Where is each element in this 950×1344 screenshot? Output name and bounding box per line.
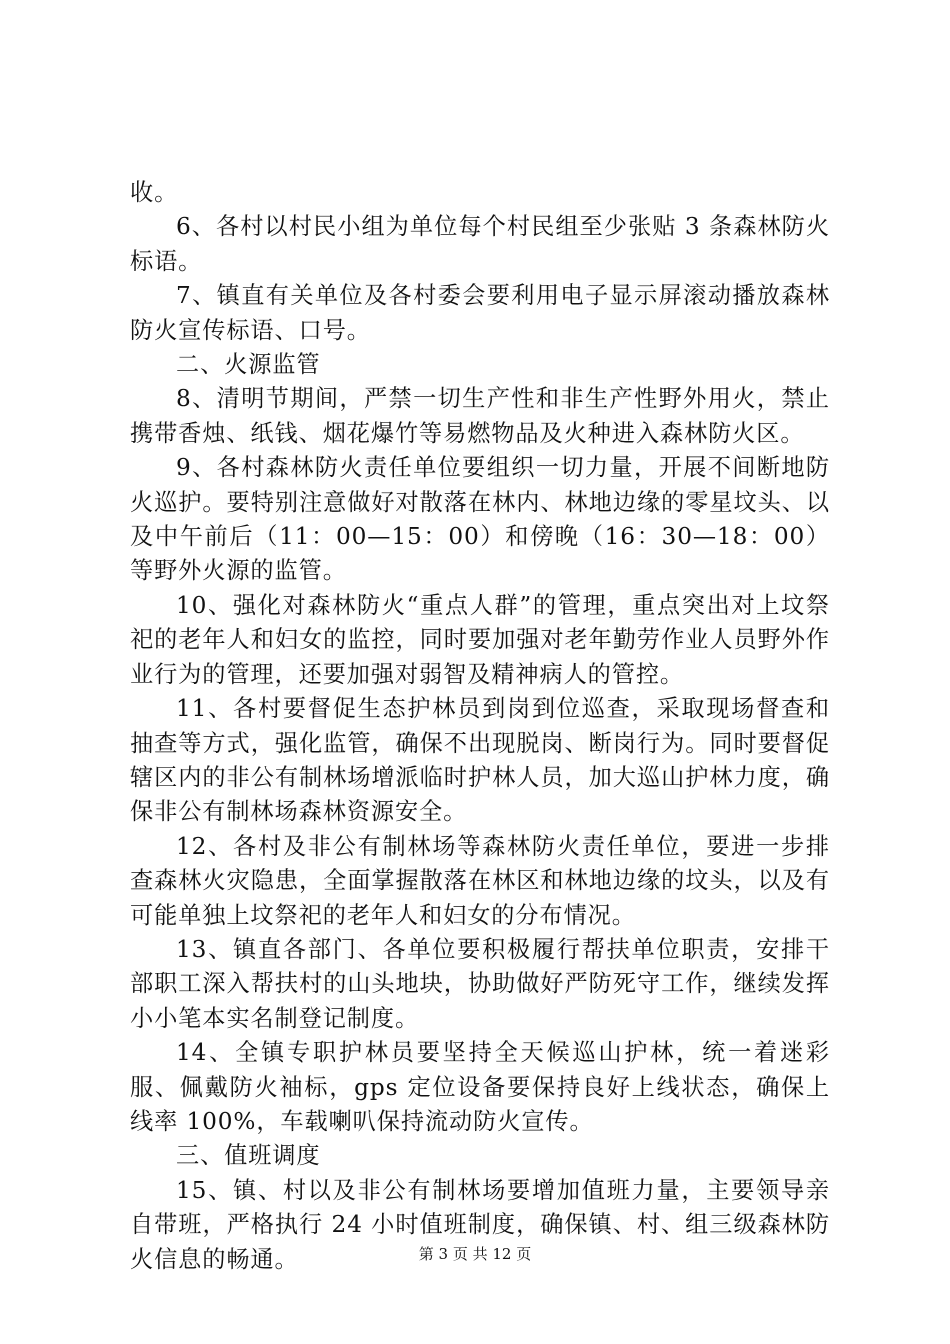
paragraph-9: 12、各村及非公有制林场等森林防火责任单位，要进一步排查森林火灾隐患，全面掌握散落在林区和林地边缘的坟头，以及有可能单独上坟祭祀的老年人和妇女的分布情况。 (130, 832, 830, 929)
paragraph-8: 11、各村要督促生态护林员到岗到位巡查，采取现场督查和抽查等方式，强化监管，确保不出现脱岗、断岗行为。同时要督促辖区内的非公有制林场增派临时护林人员，加大巡山护林力度，确保非公有制林场森林资源安全。 (130, 695, 830, 826)
paragraph-11: 14、全镇专职护林员要坚持全天候巡山护林，统一着迷彩服、佩戴防火袖标，gps 定位设备要保持良好上线状态，确保上线率 100%，车载喇叭保持流动防火宣传。 (130, 1039, 830, 1135)
paragraph-2: 6、各村以村民小组为单位每个村民组至少张贴 3 条森林防火标语。 (130, 213, 830, 275)
section-heading-duty: 三、值班调度 (176, 1142, 321, 1170)
paragraph-10: 13、镇直各部门、各单位要积极履行帮扶单位职责，安排干部职工深入帮扶村的山头地块，协助做好严防死守工作，继续发挥小小笔本实名制登记制度。 (130, 935, 830, 1032)
paragraph-6: 9、各村森林防火责任单位要组织一切力量，开展不间断地防火巡护。要特别注意做好对散落在林内、林地边缘的零星坟头、以及中午前后（11：00—15：00）和傍晚（16：30—18：00）等野外火源的监管。 (130, 454, 830, 585)
paragraph-7: 10、强化对森林防火“重点人群”的管理，重点突出对上坟祭祀的老年人和妇女的监控，同时要加强对老年勤劳作业人员野外作业行为的管理，还要加强对弱智及精神病人的管控。 (130, 591, 830, 688)
paragraph-5: 8、清明节期间，严禁一切生产性和非生产性野外用火，禁止携带香烛、纸钱、烟花爆竹等易燃物品及火种进入森林防火区。 (130, 385, 830, 447)
paragraph-3: 7、镇直有关单位及各村委会要利用电子显示屏滚动播放森林防火宣传标语、口号。 (130, 282, 830, 344)
paragraph-1: 收。 (130, 179, 179, 206)
section-heading-fire-source: 二、火源监管 (176, 351, 321, 379)
page-number-footer: 第 3 页 共 12 页 (418, 1245, 532, 1263)
document-body (130, 176, 830, 1277)
paragraph-13: 15、镇、村以及非公有制林场要增加值班力量，主要领导亲自带班，严格执行 24 小时值班制度，确保镇、村、组三级森林防火信息的畅通。 (130, 1176, 830, 1273)
